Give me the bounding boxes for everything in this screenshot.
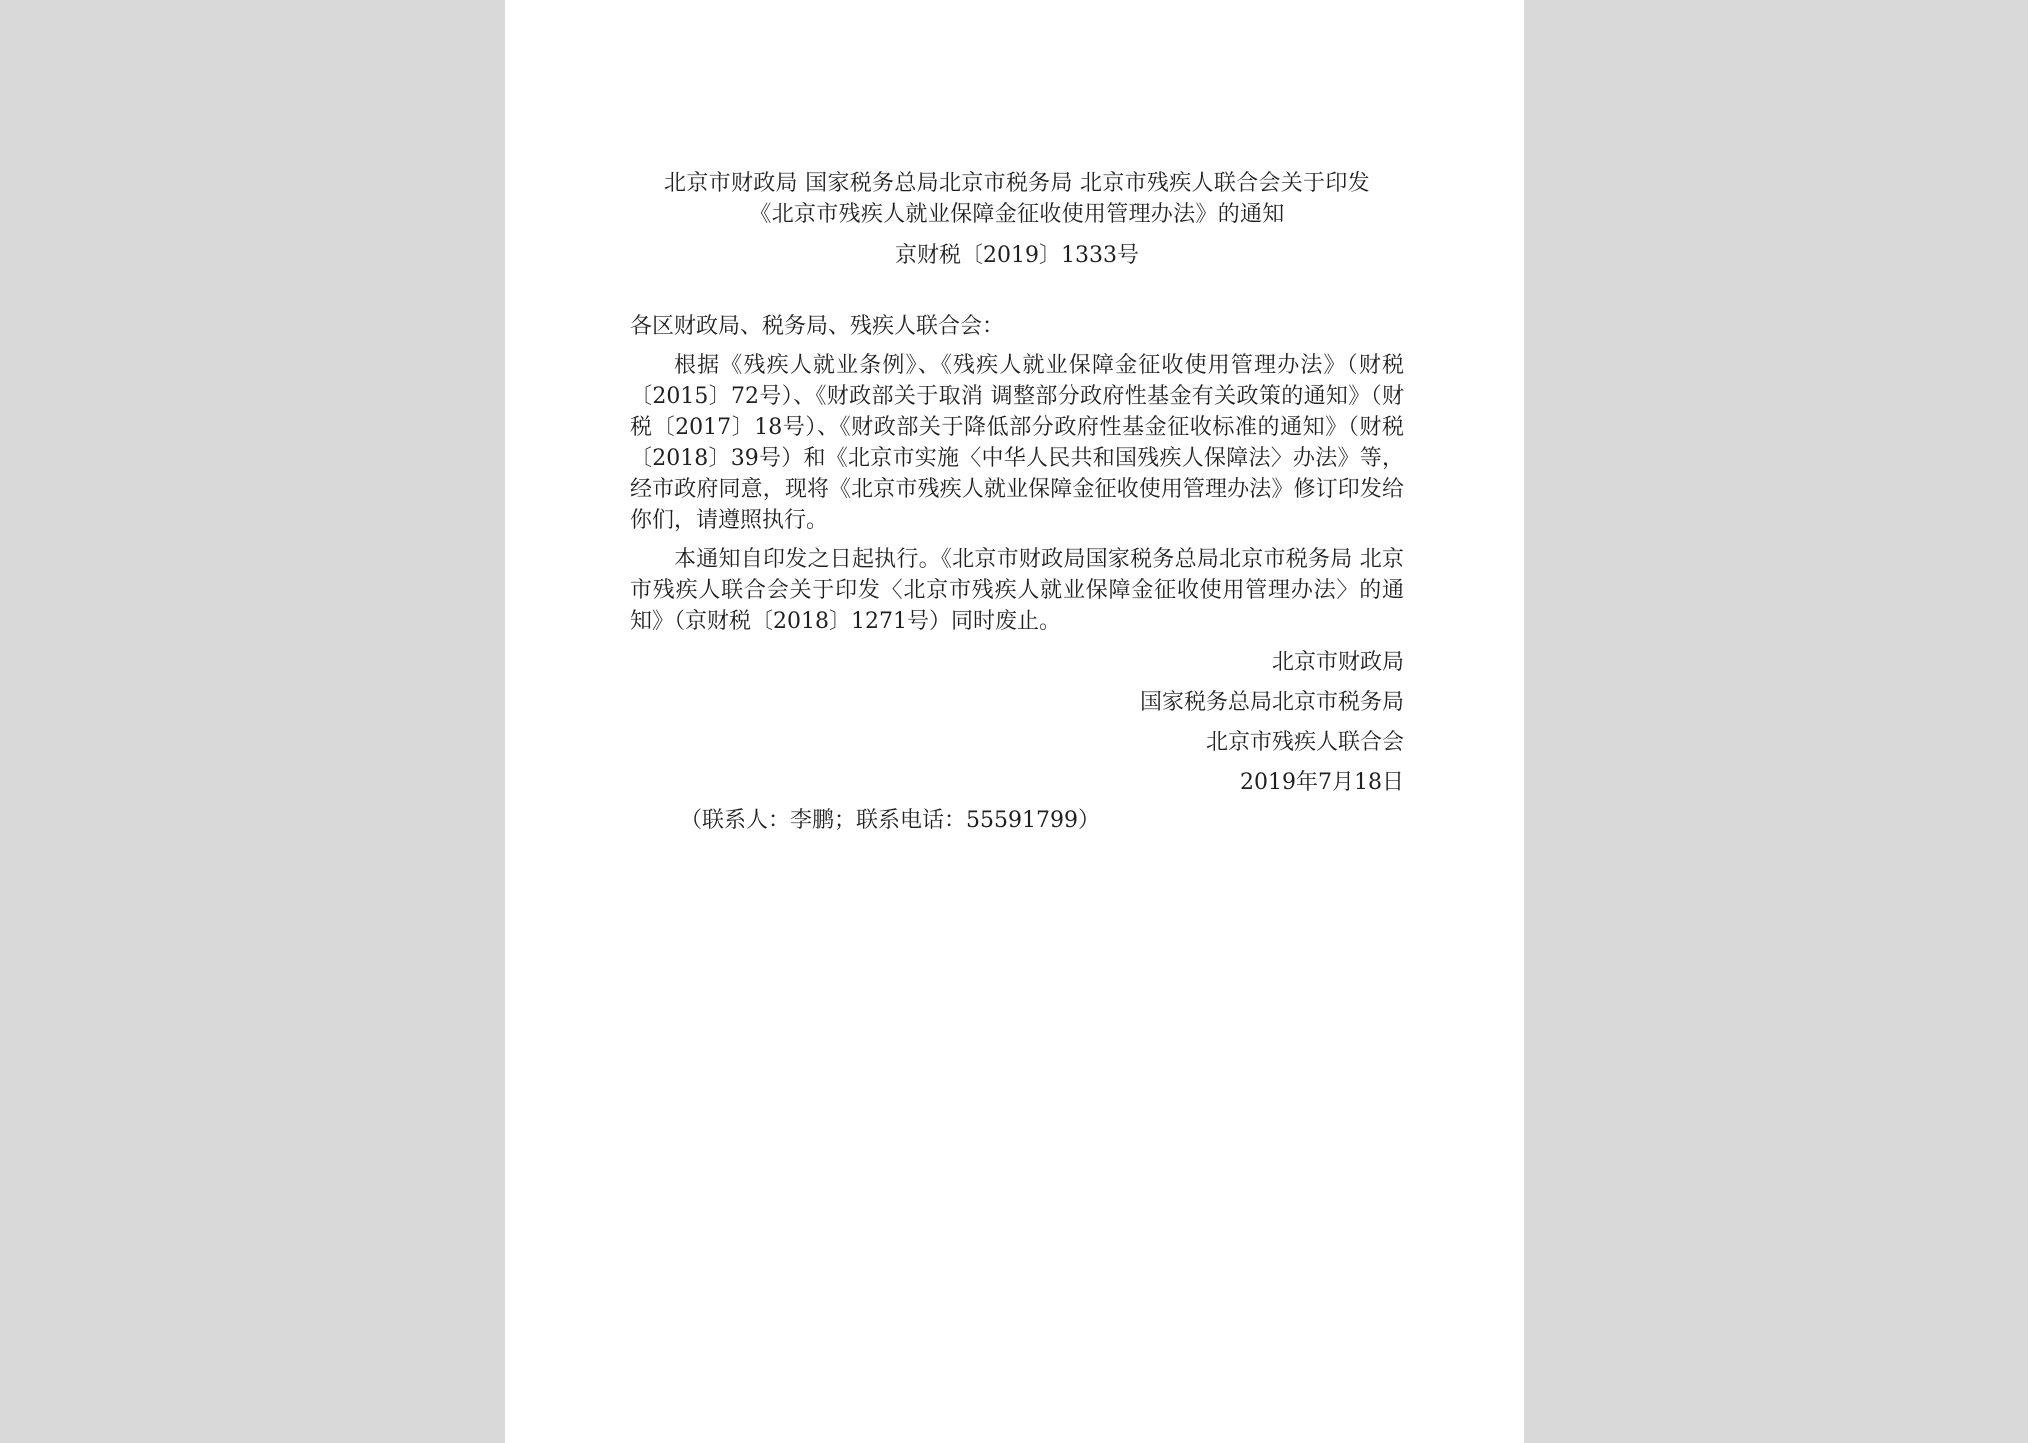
document-page — [505, 0, 1524, 1443]
signature-tax-bureau: 国家税务总局北京市税务局 — [1139, 690, 1404, 715]
title-line-2: 《北京市残疾人就业保障金征收使用管理办法》的通知 — [749, 202, 1285, 227]
paragraph-1: 根据《残疾人就业条例》、《残疾人就业保障金征收使用管理办法》（财税〔2015〕72号）、《财政部关于取消 调整部分政府性基金有关政策的通知》（财税〔2017〕18号）、《财政部关于降低部分政府性基金征收标准的通知》（财税〔2018〕39号）和《北京市实施〈中华人民共和国残疾人保障法〉办法》等，经市政府同意，现将《北京市残疾人就业保障金征收使用管理办法》修订印发给你们，请遵照执行。 — [630, 353, 1404, 533]
document-title — [630, 168, 1404, 230]
document-number: 京财税〔2019〕1333号 — [895, 243, 1139, 268]
signature-disabled-federation: 北京市残疾人联合会 — [1205, 730, 1404, 755]
contact-info: （联系人：李鹏；联系电话：55591799） — [680, 808, 1100, 833]
signature-finance-bureau: 北京市财政局 — [1271, 650, 1404, 675]
document-date: 2019年7月18日 — [1240, 770, 1404, 795]
paragraph-2: 本通知自印发之日起执行。《北京市财政局国家税务总局北京市税务局 北京市残疾人联合会关于印发〈北京市残疾人就业保障金征收使用管理办法〉的通知》（京财税〔2018〕1271号）同时废止。 — [630, 547, 1404, 634]
signature-block — [630, 643, 1404, 803]
document-body — [630, 168, 1404, 836]
salutation: 各区财政局、税务局、残疾人联合会： — [630, 314, 1005, 339]
title-line-1: 北京市财政局 国家税务总局北京市税务局 北京市残疾人联合会关于印发 — [664, 171, 1370, 196]
